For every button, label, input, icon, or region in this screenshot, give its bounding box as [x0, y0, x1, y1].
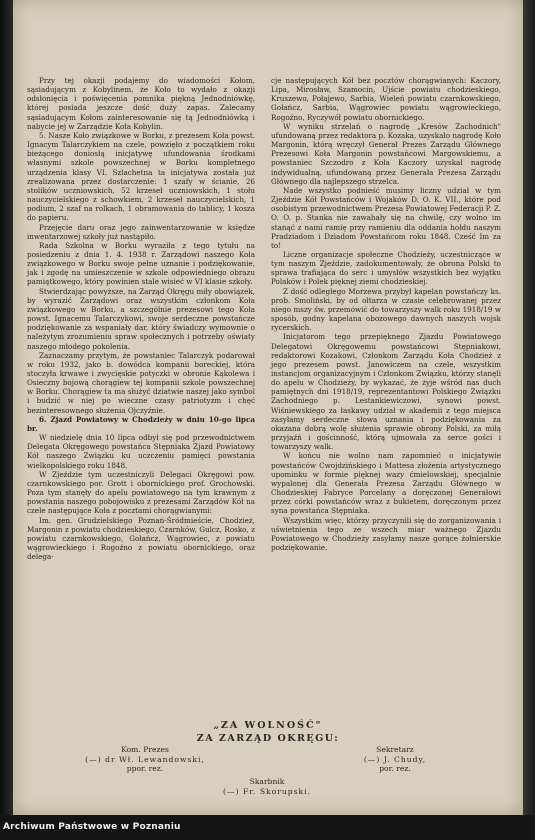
- paragraph: W końcu nie wolno nam zapomnieć o inicjatywie powstańców Cwojdzińskiego i Mattesa złożenia artystycznego upominku w formie pięknej wazy ćmielowskiej, specjalnie wypalonej dla Generała Prezesa Zarządu Głównego w Chodzieskiej Fabryce Porcelany a doręczonej Generałowi przez córki powstańców wraz z bukietem, doręczonym przez syna powstańca Stępniaka.: [271, 451, 501, 516]
- paragraph: cje następujących Kół bez pocztów chorągwianych: Kaczory, Lipa, Mirosław, Szamocin, Ujście powiatu chodzieskiego, Kruszewo, Połajewo, Sarbia, Wieleń powiatu czarnkowskiego, Gołańcz, Sarbia, Wągrowiec powiatu wągrowieckiego, Rogoźno, Ryczywół powiatu obornickiego.: [271, 76, 501, 122]
- paragraph: Stwierdzając powyższe, na Zarząd Okręgu miły obowiązek, by wyrazić Zarządowi oraz wszystkim członkom Koła związkowego w Borku, a szczególnie prezesowi tego Koła powst. Ignacemu Talarczykowi, swoje serdeczne powstańcze podziękowanie za wspaniały dar, który świadczy wymownie o należytym zrozumieniu spraw społecznych i potrzeby oświaty naszego młodego pokolenia.: [27, 286, 255, 351]
- paragraph: 5. Nasze Koło związkowe w Borku, z prezesem Koła powst. Ignacym Talarczykiem na czele, powzięło z początkiem roku bieżącego doniosłą inicjatywę ufundowania środkami własnymi szkole powszechnej w Borku kompletnego urządzenia klasy VI. Szlachetna ta inicjatywa została już zrealizowana przez dostarczenie: 1 szafy w ścianie, 26 stolików uczniowskich, 52 krzeseł uczniowskich, 1 stołu nauczycielskiego z schowkiem, 2 krzeseł nauczycielskich, 1 podium, 2 szaf na rolkach, 1 obramowania do tablicy, 1 kosza do papieru.: [27, 130, 255, 223]
- signer-rank: ppor. rez.: [126, 764, 164, 773]
- right-column: [271, 76, 501, 552]
- page-edge: [523, 0, 535, 815]
- paragraph: Im. gen. Grudzielskiego Poznań-Śródmieście, Chodzież, Margonin z powiatu chodzieskiego, Czarnków, Gulcz, Rosko, z powiatu czarnkowskiego, Gołańcz, Wągrowiec, z powiatu wągrowieckiego i Rogoźno z powiatu obornickiego, oraz delega-: [27, 515, 255, 562]
- paragraph: Inicjatorom tego przepięknego Zjazdu Powiatowego Delegatowi Okręgowemu powstańcowi Stępniakowi, redaktorowi Kozakowi, Członkom Zarządu Koła Chodzież z jego prezesem powst. Janowiczem na czele, wszystkim instancjom organizacyjnym i Członkom Związku, którzy stanęli do apelu w Chodzieży, by wykazać, że żyje wśród nas duch pamiętnych dni 1918/19, reprezentantowi Polskiego Związku Zachodniego p. Lestankiewiczowi, synowi powst. Wiśniewskiego za łaskawy udział w akademii z tego miejsca zasyłamy serdeczne słowa uznania i podziękowania za okazana dobrą wolę służenia sprawie obrony Polski, za miłą przyjaźń i gościnność, którą ujmowała za serce gości i towarzyszy walk.: [271, 332, 501, 452]
- board-heading: ZA ZARZĄD OKRĘGU:: [196, 733, 340, 744]
- signer-role: Sekretarz: [376, 745, 414, 754]
- left-column: [27, 76, 255, 561]
- paragraph: Rada Szkolna w Borku wyraziła z tego tytułu na posiedzeniu z dnia 1. 4. 1938 r. Zarządowi naszego Koła związkowego w Borku swoje pełne uznanie i podziękowanie, jak i zgodę na umieszczenie w szkole odpowiedniego obrazu pamiątkowego, który powinien stale wisieć w VI klasie szkoły.: [27, 240, 255, 287]
- paragraph: W niedzielę dnia 10 lipca odbył się pod przewodnictwem Delegata Okręgowego powstańca Stępniaka Zjazd Powiatowy Kół naszego Związku ku uczczeniu pamięci powstania wielkopolskiego roku 1848.: [27, 433, 255, 470]
- archive-footer-bar: [0, 815, 535, 840]
- signer-name: (—) J. Chudy,: [363, 754, 427, 764]
- paragraph: Przejęcie daru oraz jego zainwentarzowanie w księdze inwentarzowej szkoły już nastąpiło.: [27, 222, 255, 241]
- signer-role: Kom. Prezes: [121, 745, 169, 754]
- signature-president: [85, 745, 205, 774]
- archive-caption: Archiwum Państwowe w Poznaniu: [3, 822, 181, 832]
- paragraph: W Zjeździe tym uczestniczyli Delegaci Okręgowi pow. czarnkowskiego por. Grott i obornickiego prof. Grochowski. Poza tym stanęły do apelu powiatowego na tym krawnym z powstania naszego pobojowisku z prezesami Zarządów Kół na czele następujące Koła z pocztami chorągwianymi:: [27, 469, 255, 516]
- paragraph: Nade wszystko podnieść musimy liczny udział w tym Zjeździe Kół Powstańców i Wojaków D. O. K. VII., które pod osobistym przewodnictwem Prezesa Powiatowej Federacji P. Z. O. O. p. Stanka nie zawahały się na chwilę, czy wolno im stanąć z nami ramię przy ramieniu dla oddania hołdu naszym Pradziadom i Dziadom Powstańcom roku 1848. Cześć Im za to!: [271, 185, 501, 250]
- signer-rank: por. rez.: [379, 764, 411, 773]
- signer-name: (—) Fr. Skorupski.: [223, 786, 311, 796]
- signer-name: (—) dr Wł. Lewandowski,: [85, 754, 205, 764]
- section-heading: 6. Zjazd Powiatowy w Chodzieży w dniu 10-go lipca br.: [27, 414, 255, 433]
- signature-secretary: [335, 745, 455, 774]
- signer-role: Skarbnik: [249, 777, 285, 786]
- motto: „ZA WOLNOŚĆ": [213, 720, 323, 731]
- binding-spine: [0, 0, 13, 815]
- signature-treasurer: [207, 777, 327, 796]
- paragraph: Przy tej okazji podajemy do wiadomości Kołom, sąsiadującym z Kobylinem, że Koło to wydało z okazji odsłonięcia i poświęcenia pomnika piękną Jednodniówkę, której posiada jeszcze dość duży zapas. Zalecamy sąsiadującym Kołom zainteresowanie się tą Jednodniówką i nabycie jej w Zarządzie Koła Kobylin.: [27, 76, 255, 131]
- paragraph: Wszystkim więc, którzy przyczynili się do zorganizowania i uświetnienia tego ze wszech miar ważnego Zjazdu Powiatowego w Chodzieży zasyłamy nasze gorące żołnierskie podziękowanie.: [271, 515, 501, 552]
- paragraph: Z dość odległego Morzewa przybył kapelan powstańczy ks. prob. Smoliński, by od ołtarza w czasie celebrowanej przez niego mszy św. przemówić do towarzyszy walk roku 1918/19 w sposób, godny kapelana obozowego dawnych naszych wojsk rycerskich.: [271, 286, 501, 333]
- paragraph: W wyniku strzelań o nagrodę „Kresów Zachodnich" ufundowaną przez redaktora p. Kozaka, uzyskało nagrodę Koło Margonin, którą wręczył Generał Prezes Zarządu Głównego Prezesowi Koła Margonin powstańcowi Margowskiemu, a powstaniec Szczodro z Koła Kaczory uzyskał nagrodę indywidualną, ufundowaną przez Generała Prezesa Zarządu Głównego dla najlepszego strzelca.: [271, 121, 501, 186]
- paragraph: Liczne organizacje społeczne Chodzieży, uczestniczące w tym naszym Zjeździe, zadokumentowały, że obrona Polski to sprawa trafiająca do serc i umysłów wszystkich bez wyjątku Polaków i Polek pięknej ziemi chodzieskiej.: [271, 249, 501, 287]
- paragraph: Zaznaczamy przytym, że powstaniec Talarczyk podarował w roku 1932, jako b. dowódca kompanii boreckiej, która stoczyła krwawe i zwycięskie potyczki w obronie Kąkolewa i Osieczny bojową chorągiew tej kompanii szkole powszechnej w Borku. Chorągiew ta ma służyć dziatwie naszej jako symbol i budzić w niej po wieczne czasy patriotyzm i chęć bezinteresownego służenia Ojczyźnie.: [27, 350, 255, 415]
